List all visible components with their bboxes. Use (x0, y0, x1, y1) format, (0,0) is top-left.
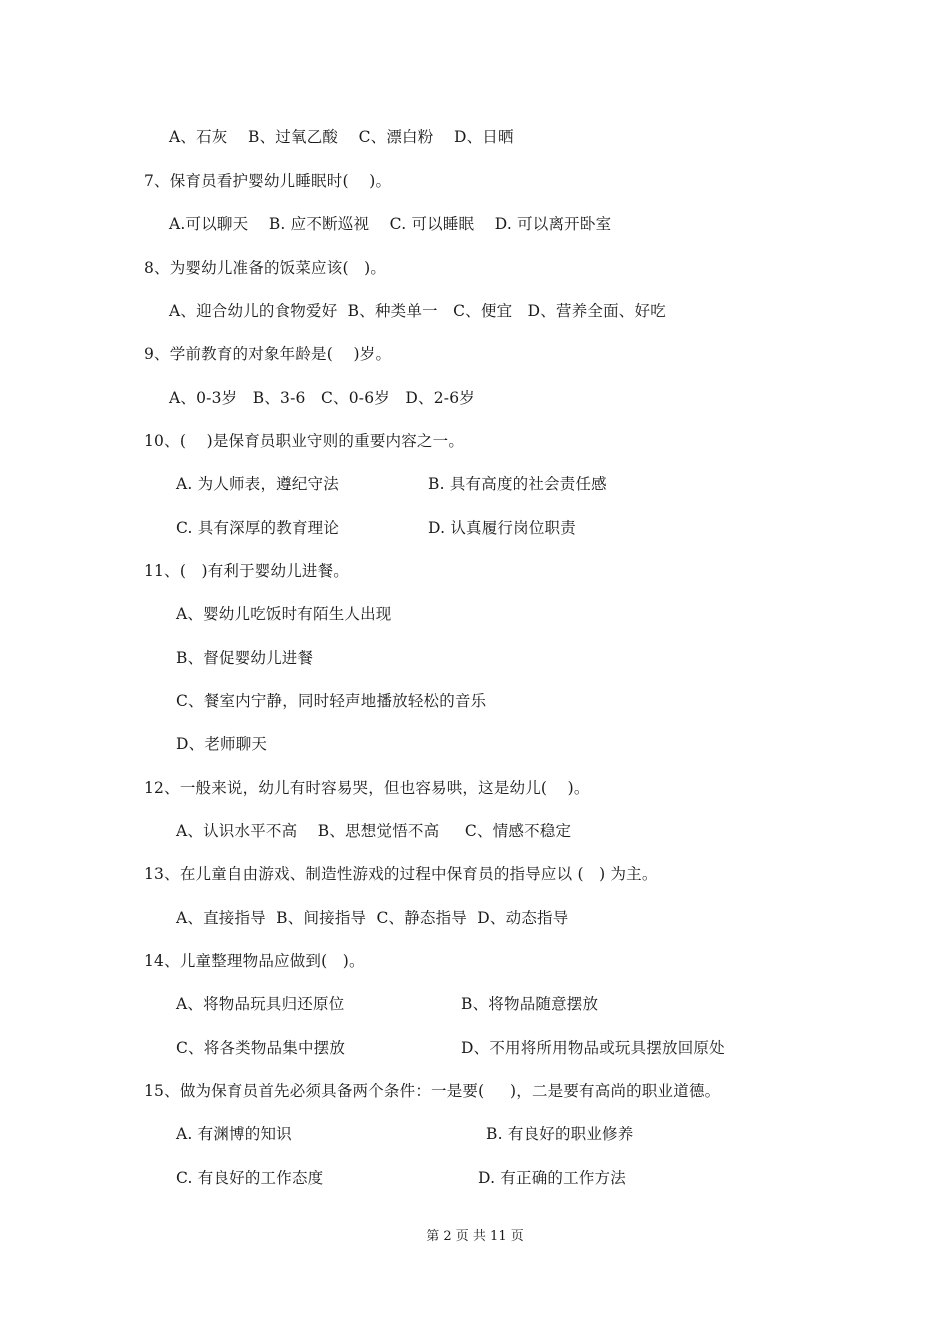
q15-question: 15、做为保育员首先必须具备两个条件：一是要( )，二是要有高尚的职业道德。 (144, 1082, 721, 1100)
q11-option-b: B、督促婴幼儿进餐 (176, 649, 314, 667)
q8-question: 8、为婴幼儿准备的饭菜应该( )。 (144, 259, 387, 277)
q11-question: 11、( )有利于婴幼儿进餐。 (144, 562, 349, 580)
q8-options: A、迎合幼儿的食物爱好 B、种类单一 C、便宜 D、营养全面、好吃 (169, 302, 666, 320)
q13-options: A、直接指导 B、间接指导 C、静态指导 D、动态指导 (176, 909, 569, 927)
q9-options: A、0-3岁 B、3-6 C、0-6岁 D、2-6岁 (169, 389, 475, 407)
q15-option-a: A. 有渊博的知识 (176, 1125, 292, 1143)
q11-option-a: A、婴幼儿吃饭时有陌生人出现 (176, 605, 392, 623)
q15-option-c: C. 有良好的工作态度 (176, 1169, 324, 1187)
q12-options: A、认识水平不高 B、思想觉悟不高 C、情感不稳定 (176, 822, 572, 840)
q11-option-d: D、老师聊天 (176, 735, 268, 753)
q14-question: 14、儿童整理物品应做到( )。 (144, 952, 365, 970)
q10-option-a: A. 为人师表，遵纪守法 (176, 475, 339, 493)
q14-option-b: B、将物品随意摆放 (461, 995, 599, 1013)
q13-question: 13、在儿童自由游戏、制造性游戏的过程中保育员的指导应以 ( ) 为主。 (144, 865, 658, 883)
q9-question: 9、学前教育的对象年龄是( )岁。 (144, 345, 392, 363)
q12-question: 12、一般来说，幼儿有时容易哭，但也容易哄，这是幼儿( )。 (144, 779, 590, 797)
q10-option-b: B. 具有高度的社会责任感 (428, 475, 607, 493)
q14-option-c: C、将各类物品集中摆放 (176, 1039, 346, 1057)
q10-option-c: C. 具有深厚的教育理论 (176, 519, 340, 537)
q7-question: 7、保育员看护婴幼儿睡眠时( )。 (144, 172, 392, 190)
q14-option-d: D、不用将所用物品或玩具摆放回原处 (461, 1039, 725, 1057)
q15-option-b: B. 有良好的职业修养 (486, 1125, 634, 1143)
q7-options: A.可以聊天 B. 应不断巡视 C. 可以睡眠 D. 可以离开卧室 (169, 215, 612, 233)
page-number-footer: 第 2 页 共 11 页 (426, 1229, 524, 1244)
q14-option-a: A、将物品玩具归还原位 (176, 995, 345, 1013)
q11-option-c: C、餐室内宁静，同时轻声地播放轻松的音乐 (176, 692, 487, 710)
q15-option-d: D. 有正确的工作方法 (478, 1169, 626, 1187)
q10-question: 10、( )是保育员职业守则的重要内容之一。 (144, 432, 465, 450)
q10-option-d: D. 认真履行岗位职责 (428, 519, 576, 537)
q6-options: A、石灰 B、过氧乙酸 C、漂白粉 D、日晒 (169, 128, 514, 146)
